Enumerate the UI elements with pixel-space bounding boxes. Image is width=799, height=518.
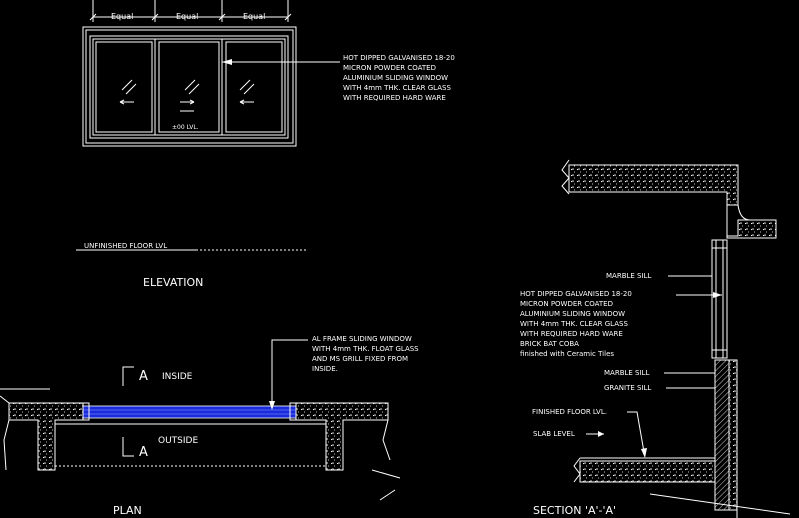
section-note-line-5: WITH REQUIRED HARD WARE [520, 330, 623, 338]
section-marker-bottom-bracket [123, 437, 134, 456]
elevation-dimension-line [90, 0, 291, 22]
marble-sill-top-label: MARBLE SILL [606, 272, 652, 280]
plan-title: PLAN [113, 504, 142, 517]
section-floor-slab [574, 458, 715, 482]
elevation-window [83, 27, 296, 146]
section-window [712, 240, 727, 358]
dimension-label-3: Equal [243, 12, 266, 21]
dimension-label-1: Equal [111, 12, 134, 21]
inside-label: INSIDE [162, 372, 193, 382]
section-marker-bottom: A [139, 445, 148, 460]
elevation-note-line-4: WITH 4mm THK. CLEAR GLASS [343, 84, 451, 92]
section-lower-wall [715, 360, 737, 518]
elevation-note-line-1: HOT DIPPED GALVANISED 18-20 [343, 54, 455, 62]
section-marker-top-bracket [123, 367, 134, 386]
plan-window-note [312, 335, 419, 373]
elevation-note-arrow [222, 59, 232, 65]
plan-note-line-4: INSIDE. [312, 365, 338, 373]
section-marker-top: A [139, 369, 148, 384]
section-note-line-7: finished with Ceramic Tiles [520, 350, 615, 358]
marble-sill-bottom-label: MARBLE SILL [604, 369, 650, 377]
outside-label: OUTSIDE [158, 436, 199, 446]
section-note-line-2: MICRON POWDER COATED [520, 300, 613, 308]
finished-floor-label: FINISHED FLOOR LVL. [532, 408, 607, 416]
granite-sill-label: GRANITE SILL [604, 384, 652, 392]
elevation-view [76, 0, 455, 289]
plan-note-line-3: AND MS GRILL FIXED FROM [312, 355, 409, 363]
plan-left-wall [0, 389, 83, 470]
section-note-line-1: HOT DIPPED GALVANISED 18-20 [520, 290, 632, 298]
elevation-title: ELEVATION [143, 276, 204, 289]
plan-window-glass [83, 403, 296, 420]
plan-note-leader [272, 340, 308, 408]
elevation-note-line-2: MICRON POWDER COATED [343, 64, 436, 72]
plan-note-line-2: WITH 4mm THK. FLOAT GLASS [312, 345, 419, 353]
elevation-note-line-3: ALUMINIUM SLIDING WINDOW [343, 74, 449, 82]
elevation-window-note [343, 54, 455, 102]
plan-view [0, 335, 419, 517]
section-view [520, 160, 790, 518]
section-note-line-4: WITH 4mm THK. CLEAR GLASS [520, 320, 628, 328]
unfinished-floor-label: UNFINISHED FLOOR LVL [84, 242, 168, 250]
section-note-line-6: BRICK BAT COBA [520, 340, 579, 348]
plan-right-wall [296, 403, 390, 470]
section-top-slab [562, 160, 776, 238]
elevation-level-label: ±00 LVL. [172, 124, 199, 131]
plan-note-line-1: AL FRAME SLIDING WINDOW [312, 335, 412, 343]
section-window-note [520, 290, 632, 358]
section-note-line-3: ALUMINIUM SLIDING WINDOW [520, 310, 626, 318]
slab-level-label: SLAB LEVEL [533, 430, 575, 438]
elevation-note-line-5: WITH REQUIRED HARD WARE [343, 94, 446, 102]
dimension-label-2: Equal [176, 12, 199, 21]
section-title: SECTION 'A'-'A' [533, 504, 617, 517]
